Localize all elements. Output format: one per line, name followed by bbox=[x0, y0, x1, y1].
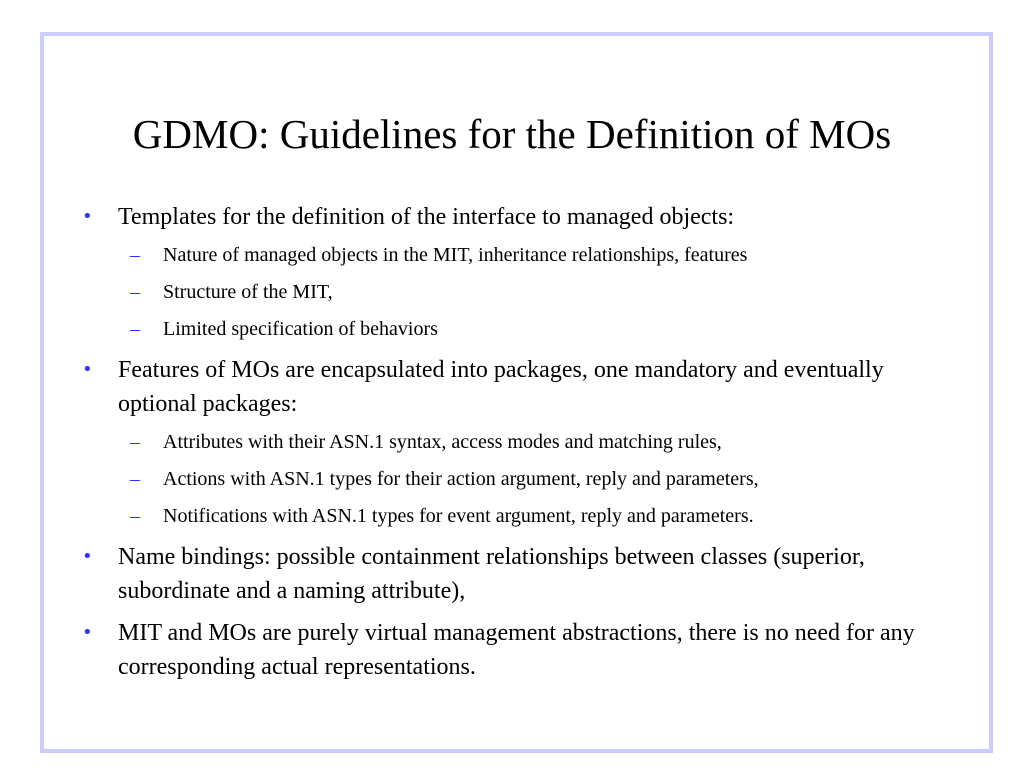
slide-title: GDMO: Guidelines for the Definition of MOs bbox=[132, 111, 892, 157]
bullet-text: Name bindings: possible containment relationships between classes (superior, subordinate and a naming attribute), bbox=[118, 544, 865, 604]
bullet-icon: • bbox=[82, 359, 93, 380]
sub-bullet-text: Structure of the MIT, bbox=[163, 281, 333, 303]
sub-list bbox=[78, 239, 948, 345]
sub-bullet-item bbox=[78, 500, 948, 532]
sub-bullet-item bbox=[78, 313, 948, 345]
bullet-text: MIT and MOs are purely virtual management abstractions, there is no need for any corresponding actual representations. bbox=[118, 620, 915, 680]
sub-bullet-item bbox=[78, 426, 948, 458]
sub-bullet-text: Actions with ASN.1 types for their action argument, reply and parameters, bbox=[163, 468, 759, 490]
sub-list bbox=[78, 426, 948, 532]
dash-icon: – bbox=[130, 318, 140, 340]
sub-bullet-text: Nature of managed objects in the MIT, inheritance relationships, features bbox=[163, 244, 748, 266]
sub-bullet-item bbox=[78, 276, 948, 308]
bullet-list bbox=[78, 200, 948, 684]
sub-bullet-item bbox=[78, 239, 948, 271]
bullet-icon: • bbox=[82, 206, 93, 227]
bullet-text: Templates for the definition of the interface to managed objects: bbox=[118, 204, 735, 230]
dash-icon: – bbox=[130, 244, 140, 266]
bullet-item bbox=[78, 540, 948, 608]
dash-icon: – bbox=[130, 505, 140, 527]
dash-icon: – bbox=[130, 431, 140, 453]
bullet-item bbox=[78, 353, 948, 421]
bullet-icon: • bbox=[82, 622, 93, 643]
sub-bullet-item bbox=[78, 463, 948, 495]
sub-bullet-text: Attributes with their ASN.1 syntax, access modes and matching rules, bbox=[163, 431, 722, 453]
bullet-text: Features of MOs are encapsulated into packages, one mandatory and eventually optional packages: bbox=[118, 357, 884, 417]
dash-icon: – bbox=[130, 281, 140, 303]
sub-bullet-text: Limited specification of behaviors bbox=[163, 318, 438, 340]
bullet-icon: • bbox=[82, 546, 93, 567]
sub-bullet-text: Notifications with ASN.1 types for event argument, reply and parameters. bbox=[163, 505, 754, 527]
bullet-item bbox=[78, 616, 948, 684]
dash-icon: – bbox=[130, 468, 140, 490]
bullet-item bbox=[78, 200, 948, 234]
